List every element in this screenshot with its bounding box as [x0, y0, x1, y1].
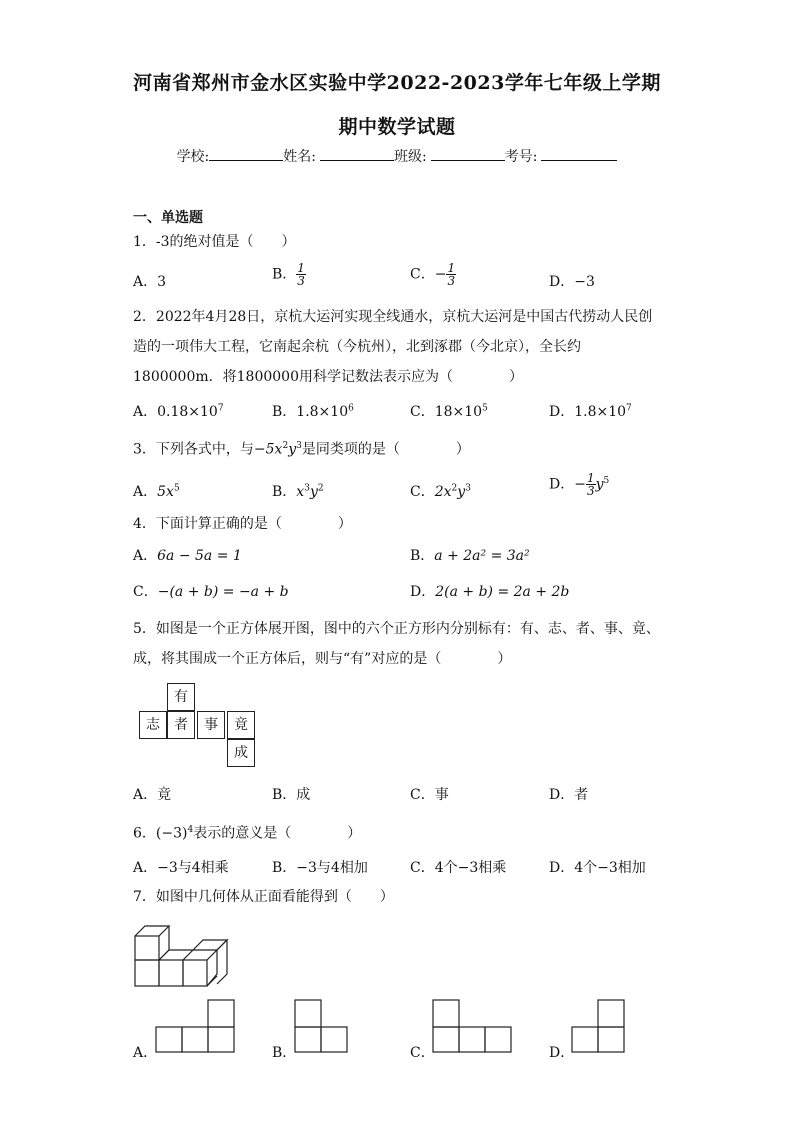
class-field[interactable] [431, 146, 505, 161]
stem-expression: −5x [253, 441, 283, 458]
option-label: B． [410, 548, 435, 564]
q5-stem-line1: 5．如图是一个正方体展开图，图中的六个正方形内分别标有：有、志、者、事、竟、 [133, 621, 660, 637]
q1-option-c [410, 262, 456, 287]
stem-expression: (−3) [155, 825, 188, 842]
solid-figure [133, 922, 243, 990]
exponent: 5 [603, 475, 610, 486]
net-cell: 竟 [227, 711, 255, 739]
exponent: 6 [348, 403, 354, 414]
square [433, 1000, 459, 1027]
exponent: 2 [451, 483, 458, 494]
q7-option-d-figure [571, 998, 627, 1054]
q6-option-b: B．−3与4相加 [272, 860, 368, 876]
option-label: D． [410, 584, 436, 600]
exponent: 5 [482, 403, 488, 414]
page-title-line2: 期中数学试题 [338, 116, 456, 138]
q1-option-c-label: C．− [410, 266, 447, 283]
id-field[interactable] [541, 146, 617, 161]
q7-stem: 7．如图中几何体从正面看能得到（ ） [133, 889, 394, 905]
net-cell: 事 [197, 711, 225, 739]
q7-option-b-label: B． [272, 1045, 297, 1061]
q4-option-c [133, 581, 289, 601]
name-field[interactable] [320, 146, 394, 161]
stem-text: 表示的意义是（ ） [193, 825, 362, 842]
q6-option-c: C．4个−3相乘 [410, 860, 507, 876]
net-cell: 成 [227, 739, 255, 767]
cube-top-edge [183, 950, 193, 960]
option-label: A． [133, 484, 158, 500]
option-expression: 6a − 5a = 1 [157, 548, 242, 564]
square [182, 1027, 208, 1052]
q5-option-c: C．事 [410, 787, 449, 803]
name-label: 姓名: [283, 149, 316, 165]
q7-option-a-figure [155, 998, 237, 1054]
cube-face [135, 936, 159, 960]
q2-option-c [410, 401, 488, 421]
option-variable: y [595, 476, 604, 493]
q6-option-d: D．4个−3相加 [549, 860, 646, 876]
q1-option-b-label: B． [272, 266, 297, 283]
stem-text: 是同类项的是（ ） [301, 441, 470, 458]
cube-face [159, 960, 183, 986]
fraction-numerator: 1 [297, 261, 305, 275]
q5-option-a: A．竟 [133, 787, 172, 803]
fraction-denominator: 3 [586, 484, 595, 498]
cube-face [135, 960, 159, 986]
option-text: B．1.8×10 [272, 404, 349, 420]
option-expression: a + 2a² = 3a² [434, 548, 530, 564]
option-text: A．0.18×10 [133, 404, 218, 420]
q5-stem-line2: 成，将其围成一个正方体后，则与“有”对应的是（ ） [133, 651, 512, 667]
square [485, 1027, 511, 1052]
exponent: 3 [296, 441, 302, 451]
fraction-numerator: 1 [586, 471, 595, 485]
option-label: B． [272, 484, 297, 500]
square [598, 1027, 624, 1052]
option-label: D．− [549, 476, 586, 493]
cube-side-edge [217, 940, 227, 984]
square [321, 1027, 347, 1052]
option-label: C． [410, 484, 435, 500]
q7-option-b-figure [294, 998, 350, 1054]
q1-stem: 1．-3的绝对值是（ ） [133, 234, 296, 250]
q5-option-b: B．成 [272, 787, 311, 803]
q2-stem-line1: 2．2022年4月28日，京杭大运河实现全线通水，京杭大运河是中国古代捞动人民创 [133, 309, 653, 325]
q7-option-a-label: A． [133, 1045, 158, 1061]
id-label: 考号: [504, 149, 538, 165]
q1-option-a: A．3 [133, 274, 167, 290]
cube-net-figure [139, 683, 259, 773]
option-variable: y [457, 484, 466, 500]
q4-stem: 4．下面计算正确的是（ ） [133, 516, 352, 532]
stem-text: 3．下列各式中，与 [133, 441, 254, 458]
option-expression: −(a + b) = −a + b [157, 584, 289, 600]
q1-option-b [272, 262, 306, 287]
option-text: C．18×10 [410, 404, 483, 420]
exponent: 7 [626, 403, 632, 414]
q3-option-d-fraction [586, 472, 596, 497]
option-variable: x [296, 484, 305, 500]
cube-side-edge [207, 976, 217, 986]
exponent: 5 [173, 483, 180, 494]
q3-option-c [410, 481, 471, 501]
stem-variable: y [288, 441, 297, 458]
q2-stem-line2: 造的一项伟大工程，它南起余杭（今杭州），北到涿郡（今北京），全长约 [133, 339, 581, 355]
q1-option-b-fraction [296, 262, 306, 287]
q7-option-d-label: D． [549, 1045, 575, 1061]
option-label: C． [133, 584, 158, 600]
square [156, 1027, 182, 1052]
option-expression: 5x [157, 484, 174, 500]
net-cell: 志 [139, 711, 167, 739]
q1-option-d: D．−3 [549, 274, 595, 290]
square [572, 1027, 598, 1052]
net-cell: 有 [167, 683, 195, 711]
q1-option-c-fraction [446, 262, 456, 287]
square [295, 1027, 321, 1052]
cube-face [183, 960, 207, 986]
square [208, 1027, 234, 1052]
option-variable: 2x [434, 484, 452, 500]
q2-option-b [272, 401, 354, 421]
net-cell: 者 [167, 711, 195, 739]
q3-option-a [133, 481, 180, 501]
square [459, 1027, 485, 1052]
exponent: 2 [317, 483, 324, 494]
q7-option-c-figure [432, 998, 514, 1054]
exponent: 4 [187, 825, 194, 835]
square [208, 1000, 234, 1027]
q2-option-a [133, 401, 224, 421]
stem-text: 6． [133, 825, 156, 842]
class-label: 班级: [394, 149, 427, 165]
option-text: D．1.8×10 [549, 404, 627, 420]
fraction-denominator: 3 [297, 274, 305, 288]
q3-option-b [272, 481, 324, 501]
fraction-denominator: 3 [447, 274, 456, 288]
q6-stem [133, 820, 361, 844]
cube-top-edge [135, 926, 169, 936]
option-expression: 2(a + b) = 2a + 2b [435, 584, 570, 600]
q7-option-c-label: C． [410, 1045, 435, 1061]
exponent: 7 [217, 403, 224, 414]
exponent: 3 [465, 483, 471, 494]
q2-option-d [549, 401, 632, 421]
exponent: 2 [282, 441, 289, 451]
option-label: A． [133, 548, 158, 564]
section-heading: 一、单选题 [133, 210, 203, 226]
square [433, 1027, 459, 1052]
square [295, 1000, 321, 1027]
q6-option-a: A．−3与4相乘 [133, 860, 229, 876]
square [598, 1000, 624, 1027]
q5-option-d: D．者 [549, 787, 589, 803]
fraction-numerator: 1 [447, 261, 456, 275]
q4-option-d [410, 581, 569, 601]
exponent: 3 [304, 483, 310, 494]
school-field[interactable] [209, 146, 283, 161]
option-variable: y [309, 484, 318, 500]
q3-stem [133, 436, 470, 460]
page-title-line1: 河南省郑州市金水区实验中学2022-2023学年七年级上学期 [133, 72, 661, 94]
q4-option-a [133, 545, 242, 565]
student-info-line [0, 146, 794, 166]
q2-stem-line3: 1800000m．将1800000用科学记数法表示应为（ ） [133, 369, 523, 385]
school-label: 学校: [176, 149, 210, 165]
q3-option-d [549, 472, 609, 497]
q4-option-b [410, 545, 530, 565]
